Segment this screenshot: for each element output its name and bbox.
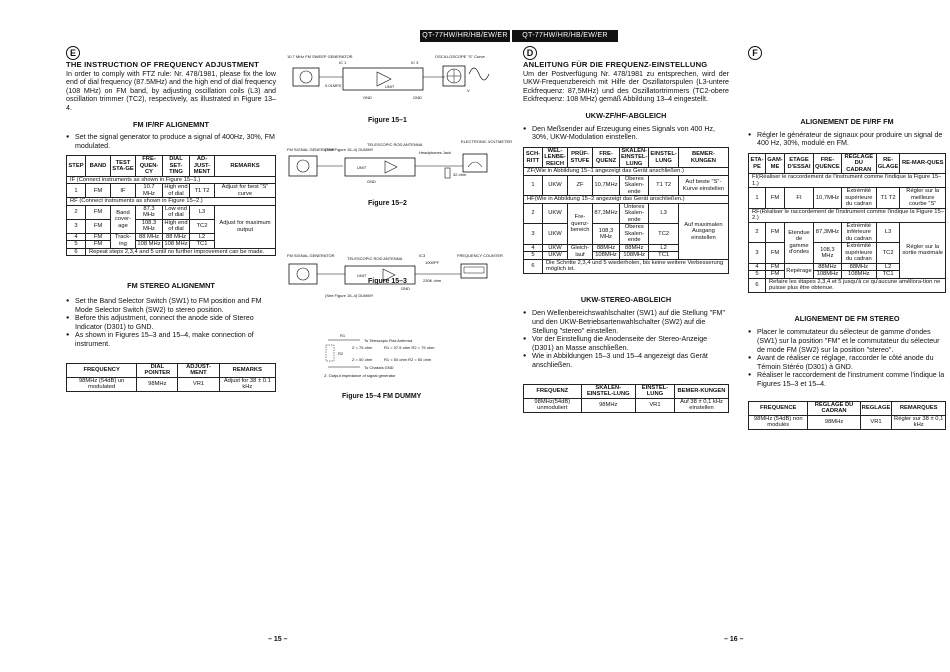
f2-gnd-label: GND xyxy=(367,179,376,184)
french-stereo-bullet: ● Avant de réaliser ce réglage, raccorder le côté anode du Témoin Stéréo (D301) à GND. xyxy=(748,354,946,371)
f3-gnd-label: GND xyxy=(401,286,410,291)
f4-output-label: Z: Output impedance of signal generator xyxy=(324,373,396,378)
figure-15-1-caption: Figure 15–1 xyxy=(368,117,407,124)
table-note: ZF(Wie in Abbildung 15–1 angezeigt das Gerät anschließen.) xyxy=(524,168,729,176)
cell-dial: Extrémité supérieure du cadran xyxy=(841,243,876,264)
cell-freq: 98MHz(54dB) unmoduliert xyxy=(524,398,582,412)
f3-unit-label: UNIT xyxy=(357,273,367,278)
table-header: BEMER-KUNGEN xyxy=(678,147,728,168)
table-row xyxy=(524,398,729,412)
f4-vals2-label: R1 = 50 ohm R2 = 50 ohm xyxy=(384,357,432,362)
table-header: SKALEN-EINSTEL-LUNG xyxy=(581,384,635,398)
figure-15-2-diagram xyxy=(285,138,513,188)
english-stereo-table xyxy=(66,363,276,392)
cell-dial: 108 MHz xyxy=(164,241,188,248)
cell-tracking: Gleich-lauf xyxy=(568,244,593,259)
cell-band: FM xyxy=(766,222,785,243)
figure-15-1-diagram xyxy=(285,52,495,112)
f2-voltmeter-box xyxy=(463,154,487,172)
cell-stage: ZF xyxy=(568,175,593,196)
table-header: FRE-QUENZ xyxy=(593,147,620,168)
table-header: REMARQUES xyxy=(892,401,946,415)
cell-band: UKW xyxy=(543,175,568,196)
cell-adjust: TC1 xyxy=(876,271,900,279)
f1-generator-dial xyxy=(300,71,312,83)
cell-dial: 88MHz xyxy=(620,244,649,252)
f1-gnd-label-2: GND xyxy=(413,95,422,100)
table-header: ADJUST-MENT xyxy=(178,363,219,377)
table-row xyxy=(524,175,729,196)
table-note: RF(Réaliser le raccordement de l'instrument comme l'indique la Figure 15–2.) xyxy=(749,208,946,222)
cell-band: UKW xyxy=(543,244,568,252)
table-header: REGLAGE DU CADRAN xyxy=(841,153,876,174)
cell-band: FM xyxy=(86,233,111,241)
f4-r1-label: R1 xyxy=(340,333,346,338)
cell-remarks: Régler sur 38 ± 0,1 kHz xyxy=(892,415,946,429)
cell-adjust: VR1 xyxy=(635,398,674,412)
figure-15-2-caption: Figure 15–2 xyxy=(368,200,407,207)
cell-dial: 88MHz xyxy=(841,263,876,271)
cell-band-coverage: Band cover-age xyxy=(111,205,136,233)
cell-band: FM xyxy=(86,219,111,233)
cell-band: UKW xyxy=(543,203,568,224)
cell-freq: 88MHz xyxy=(814,263,842,271)
table-header: STEP xyxy=(67,156,86,177)
german-stereo-title: UKW-STEREO-ABGLEICH xyxy=(580,294,672,304)
f2-dummy-label: (See Figure 15–4) DUMMY xyxy=(325,147,374,152)
table-row xyxy=(524,203,729,224)
cell-rf-remark: Régler sur la sortie maximale xyxy=(900,222,946,278)
cell-band: FM xyxy=(86,241,111,249)
french-stereo-bullet: ● Placer le commutateur du sélecteur de gamme d'ondes (SW1) sur la position "FM" et le commutateur du sélecteur de mode FM (SW2) sur la position "stereo". xyxy=(748,328,946,354)
f4-z1-label: Z = 75 ohm xyxy=(352,345,373,350)
cell-dial: High end of dial xyxy=(164,184,188,197)
cell-step6-text: Die Schritte 2,3,4 und 5 wiederholen, bis keine weitere Verbesserung möglich ist. xyxy=(543,259,729,273)
cell-band: FM xyxy=(766,263,785,271)
table-header: FREQUENCY xyxy=(67,363,137,377)
english-stereo-title: FM STEREO ALIGNEMNT xyxy=(127,281,215,291)
cell-dial: 88 MHz xyxy=(163,233,190,241)
table-header: FREQUENZ xyxy=(524,384,582,398)
figure-15-4-caption: Figure 15–4 FM DUMMY xyxy=(342,393,422,400)
f2-generator-label: FM SIGNAL GENERATOR xyxy=(287,147,335,152)
table-header: REGLAGE DU CADRAN xyxy=(808,401,860,415)
f4-z2-label: Z = 50 ohm xyxy=(352,357,373,362)
f2-load-label: 32 ohm xyxy=(453,172,467,177)
cell-freq: 108MHz xyxy=(593,252,620,260)
cell-step: 2 xyxy=(524,203,543,224)
cell-remarks: Régler sur la meilleure courbe "S" xyxy=(900,188,946,209)
cell-tracking: Repérage xyxy=(785,263,814,278)
table-header: ETA-PE xyxy=(749,153,766,174)
cell-step: 5 xyxy=(67,241,86,249)
f3-res-label: 230K ohm xyxy=(423,278,442,283)
english-stereo-bullet: ● Before this adjustment, connect the anode side of Stereo Indicator (D301) to GND. xyxy=(66,314,276,331)
cell-freq: 10,7MHz xyxy=(814,188,842,209)
english-title: THE INSTRUCTION OF FREQUENCY ADJUSTMENT xyxy=(66,60,260,69)
cell-freq: 88MHz xyxy=(593,244,620,252)
table-row xyxy=(749,278,946,292)
cell-adjust: TC2 xyxy=(649,224,678,245)
f3-antenna-label: TELESCOPIC ROD ANTENNA xyxy=(347,256,403,261)
cell-adjust: L3 xyxy=(190,205,215,219)
table-header: SKALEN-EINSTEL-LUNG xyxy=(621,147,648,167)
table-row xyxy=(749,188,946,209)
table-row xyxy=(67,184,276,198)
english-if-rf-table xyxy=(66,155,276,256)
table-header: EINSTEL-LUNG xyxy=(635,384,674,398)
cell-remarks: Auf 38 ± 0,1 kHz einstellen xyxy=(675,398,729,412)
english-stereo-bullet: ● Set the Band Selector Switch (SW1) to FM position and FM Mode Selector Switch (SW2) to stereo position. xyxy=(66,297,276,314)
f4-chassis-label: To Chassis GND xyxy=(364,365,394,370)
figure-15-2 xyxy=(285,138,513,188)
cell-step6-text: Refaire les étapes 2,3,4 et 5 jusqu'à ce qu'aucune améliora-tion ne puisse plus être obtenue. xyxy=(766,278,946,292)
cell-step: 5 xyxy=(524,252,543,260)
figure-15-3-caption: Figure 15–3 xyxy=(368,278,407,285)
cell-step: 4 xyxy=(67,233,86,241)
cell-freq: 10.7 MHz xyxy=(136,184,163,198)
cell-adjust: VR1 xyxy=(860,415,892,429)
cell-adjust: L2 xyxy=(190,233,215,241)
figure-15-4 xyxy=(320,333,440,385)
cell-adjust: T1 T2 xyxy=(190,184,215,198)
cell-step: 2 xyxy=(749,222,766,243)
table-header: SCH-RITT xyxy=(524,147,543,168)
f2-antenna-label: TELESCOPIC ROD ANTENNA xyxy=(367,142,423,147)
cell-freq: 87,3MHz xyxy=(593,203,620,224)
f4-r2-label: R2 xyxy=(338,351,344,356)
f2-jack-label: Headphones Jack xyxy=(419,150,452,155)
cell-dial: Unteres Skalen-ende xyxy=(620,203,649,224)
cell-dial: 98MHz xyxy=(808,415,860,429)
f2-generator-box xyxy=(289,156,317,176)
cell-freq: 87,3MHz xyxy=(814,222,842,243)
cell-dial: Low end of dial xyxy=(163,205,190,219)
cell-adjust: L2 xyxy=(649,244,678,252)
english-intro: In order to comply with FTZ rule: Nr. 478/1981, please fix the low end of dial frequency (87.5MHz) and the high end of dial frequency (108 MHz) on FM band, by adjusting oscillation coils (L3) and oscillation trimmer (TC2), respectively, as illustrated in Figure 13–4. xyxy=(66,69,276,112)
cell-dial: Oberes Skalen-ende xyxy=(620,175,649,196)
cell-adjust: TC1 xyxy=(649,252,678,260)
f1-scope-label: OSCILLOSCOPE "S" Curve xyxy=(435,54,485,59)
table-header: PRÜF-STUFE xyxy=(568,147,593,168)
cell-band: FM xyxy=(86,184,111,198)
cell-step: 3 xyxy=(524,224,543,245)
cell-rf-remark: Auf maximalen Ausgang einstellen xyxy=(678,203,728,259)
table-row xyxy=(67,377,276,391)
cell-band-coverage: Etendue de gamme d'ondes xyxy=(785,222,814,263)
table-row xyxy=(524,259,729,273)
table-header: REMARKS xyxy=(215,156,276,177)
section-mark-french: F xyxy=(748,46,762,60)
cell-remarks: Adjust for best "S" curve xyxy=(215,184,276,198)
figure-15-1 xyxy=(285,52,495,112)
f4-generator-box xyxy=(326,345,334,361)
section-mark-german: D xyxy=(523,46,537,60)
cell-step: 3 xyxy=(67,219,86,233)
table-header: REMARKS xyxy=(219,363,275,377)
german-stereo-bullet: ● Den Wellenbereichswahlschalter (SW1) auf die Stellung "FM" und den UKW-Betriebsartenwahlschalter (SW2) auf die Stellung "stereo" einstellen. xyxy=(523,309,729,335)
cell-adjust: L2 xyxy=(876,263,900,271)
french-if-title: ALIGNEMENT DE FI/RF FM xyxy=(800,117,894,126)
table-row xyxy=(67,248,276,256)
f3-counter-label: FREQUENCY COUNTER xyxy=(457,253,503,258)
cell-step: 6 xyxy=(67,248,86,256)
cell-adjust: T1 T2 xyxy=(876,188,900,209)
f1-gnd-label-1: GND xyxy=(363,95,372,100)
french-if-rf-table xyxy=(748,153,946,293)
f2-load-resistor xyxy=(445,168,450,178)
figure-15-4-diagram xyxy=(320,333,440,385)
german-if-title: UKW-ZF/HF-ABGLEICH xyxy=(585,110,667,120)
cell-freq: 108,3 MHz xyxy=(814,243,842,264)
f2-meter-label: ELECTRONIC VOLTMETER xyxy=(461,139,513,144)
cell-freq: 108,3 MHz xyxy=(593,224,620,245)
cell-freq: 108.3 MHz xyxy=(136,219,163,233)
cell-freq: 108 MHz xyxy=(137,241,161,248)
cell-band-coverage: Fre-quenz-bereich xyxy=(568,203,593,244)
cell-step: 1 xyxy=(749,188,766,209)
cell-freq: 98MHz (54dB) un modulated xyxy=(67,377,137,391)
f1-s-curve xyxy=(469,68,489,80)
french-stereo-bullet: ● Réaliser le raccordement de l'instrument comme l'indique la Figures 15–3 et 15–4. xyxy=(748,371,946,388)
cell-stage: FI xyxy=(785,188,814,209)
cell-rf-remark: Adjust for maximum output xyxy=(215,205,276,248)
f3-ic3-label: IC3 xyxy=(419,253,426,258)
cell-band: UKW xyxy=(543,224,568,245)
cell-freq: 98MHz (54dB) non modulés xyxy=(749,415,808,429)
table-header: GAM-ME xyxy=(766,153,785,174)
cell-freq: 88 MHz xyxy=(136,233,163,241)
table-header: DIAL SET-TING xyxy=(163,156,190,177)
german-stereo-bullet: ● Wie in Abbildungen 15–3 und 15–4 angezeigt das Gerät anschließen. xyxy=(523,352,729,369)
cell-tracking: Track-ing xyxy=(111,233,136,248)
table-row xyxy=(67,205,276,219)
f3-generator-box xyxy=(289,264,317,284)
page-number-left: – 15 – xyxy=(268,636,288,643)
f2-unit-label: UNIT xyxy=(357,165,367,170)
cell-dial: 108MHz xyxy=(620,252,649,260)
table-header: FRE-QUEN-CY xyxy=(136,156,163,177)
cell-step: 6 xyxy=(749,278,766,292)
f4-antenna-label: To Telescopic Rod Antenna xyxy=(364,338,413,343)
cell-remarks: Adjust for 38 ± 0.1 kHz xyxy=(219,377,275,391)
header-bar-right xyxy=(512,30,618,42)
f3-cap-label: 1000PF xyxy=(425,260,440,265)
table-note: HF(Wie in Abbildung 15–2 angezeigt das Gerät anschließen.) xyxy=(524,196,729,204)
cell-dial: Oberes Skalen-ende xyxy=(620,224,649,245)
english-fm-if-title: FM IF/RF ALIGNEMNT xyxy=(133,119,209,129)
cell-dial: 108MHz xyxy=(841,271,876,279)
table-header: FREQUENCE xyxy=(749,401,808,415)
table-header: DIAL POINTER xyxy=(137,363,178,377)
cell-step: 6 xyxy=(524,259,543,273)
english-stereo-bullet: ● As shown in Figures 15–3 and 15–4, make connection of instrument. xyxy=(66,331,276,348)
german-if-rf-table xyxy=(523,147,729,274)
table-note: RF (Connect instruments as shown in Figure 15–2.) xyxy=(67,198,276,206)
cell-step: 4 xyxy=(749,263,766,271)
cell-freq: 87.3 MHz xyxy=(136,205,163,219)
f1-generator-box xyxy=(293,68,319,86)
table-header: TEST STA-GE xyxy=(111,156,136,177)
cell-step: 2 xyxy=(67,205,86,219)
f1-generator-label: 10.7 MHz FM SWEEP GENERATOR xyxy=(287,54,353,59)
table-header: BAND xyxy=(86,156,111,177)
cell-adjust: TC2 xyxy=(190,219,215,233)
cell-band: FM xyxy=(86,205,111,219)
table-header: REGLAGE xyxy=(860,401,892,415)
cell-step: 1 xyxy=(67,184,86,198)
cell-dial: High end of dial xyxy=(164,219,188,233)
table-header: FRE-QUENCE xyxy=(814,153,842,174)
cell-step: 1 xyxy=(524,175,543,196)
french-column xyxy=(748,118,946,430)
table-header: BEMER-KUNGEN xyxy=(675,384,729,398)
table-header: WEL-LENBE-REICH xyxy=(544,147,566,167)
table-header: EINSTEL-LUNG xyxy=(649,147,678,168)
f1-unit-label: UNIT xyxy=(385,84,395,89)
cell-band: FM xyxy=(766,188,785,209)
cell-band: UKW xyxy=(543,252,568,260)
cell-step: 4 xyxy=(524,244,543,252)
german-if-bullet: ● Den Meßsender auf Erzeugung eines Signals von 400 Hz, 30%, UKW-Modulation einstellen. xyxy=(523,125,729,142)
german-stereo-bullet: ● Vor der Einstellung die Anodenseite der Stereo-Anzeige (D301) an Masse anschließen. xyxy=(523,335,729,352)
cell-band: FM xyxy=(766,271,785,279)
cell-stage: IF xyxy=(111,184,136,198)
cell-adjust: L3 xyxy=(876,222,900,243)
cell-step: 3 xyxy=(749,243,766,264)
f1-cap-label: 0.01MFD xyxy=(325,83,342,88)
cell-adjust: TC1 xyxy=(190,241,215,249)
cell-step: 5 xyxy=(749,271,766,279)
german-stereo-table xyxy=(523,384,729,413)
cell-adjust: T1 T2 xyxy=(649,175,678,196)
f1-ic1-label: IC 1 xyxy=(339,60,347,65)
table-note: FI(Réaliser le raccordement de l'instrument comme l'indique la Figure 15–1.) xyxy=(749,174,946,188)
table-header: AD-JUST-MENT xyxy=(190,156,215,177)
f1-ic3-label: IC 3 xyxy=(411,60,419,65)
cell-dial: Extrémité inférieure du cadran xyxy=(841,222,876,243)
f3-counter-box xyxy=(461,264,487,278)
table-note: IF (Connect instruments as shown in Figure 15–1.) xyxy=(67,176,276,184)
english-fm-if-bullet: ● Set the signal generator to produce a signal of 400Hz, 30%, FM modulated. xyxy=(66,133,276,150)
french-stereo-table xyxy=(748,401,946,430)
table-row xyxy=(749,222,946,243)
model-label-right: QT-77HW/HR/HB/EW/ER xyxy=(522,32,608,39)
cell-dial: 98MHz xyxy=(581,398,635,412)
cell-step6-text: Repeat steps 2,3,4 and 5 until no further improvement can be made. xyxy=(86,248,276,256)
cell-freq: 10,7MHz xyxy=(593,175,620,196)
cell-band: FM xyxy=(766,243,785,264)
table-header: RE-GLAGE xyxy=(876,153,900,174)
cell-dial: Extrémité supérieure du cadran xyxy=(841,188,876,209)
header-bar-left xyxy=(420,30,510,42)
cell-freq: 108MHz xyxy=(814,271,842,279)
f3-generator-label: FM SIGNAL GENERATOR xyxy=(287,253,335,258)
cell-dial: 98MHz xyxy=(137,377,178,391)
cell-adjust: TC2 xyxy=(876,243,900,264)
german-intro: Um der Postverfügung Nr. 478/1981 zu entsprechen, wird der UKW-Frequenzbereich mit Hilfe der Oszillatorspulen (L3-untere Eckfrequenz: 87,5MHz) und des Oszillatortrimmers (TC2-obere Eckfrequenz: 108 MHz) gemäß Abbildung 13–4 eingestellt. xyxy=(523,69,729,104)
section-mark-english: E xyxy=(66,46,80,60)
cell-remarks: Auf beste "S"-Kurve einstellen xyxy=(678,175,728,196)
table-row xyxy=(749,415,946,429)
german-title: ANLEITUNG FÜR DIE FREQUENZ-EINSTELLUNG xyxy=(523,60,708,69)
german-column xyxy=(523,61,729,413)
f2-unit-box xyxy=(345,158,415,176)
f1-unit-box xyxy=(343,68,423,90)
f1-v-label: V xyxy=(467,88,470,93)
f3-dummy-label: (See Figure 15–4) DUMMY xyxy=(325,293,374,298)
model-label-left: QT-77HW/HR/HB/EW/ER xyxy=(422,32,508,39)
french-stereo-title: ALIGNEMENT DE FM STEREO xyxy=(794,313,900,323)
english-column xyxy=(66,61,276,392)
cell-adjust: L3 xyxy=(649,203,678,224)
page-number-right: – 16 – xyxy=(724,636,744,643)
french-if-bullet: ● Régler le générateur de signaux pour produire un signal de 400 Hz, 30%, modulé en FM. xyxy=(748,131,946,148)
f4-vals1-label: R1 = 37.5 ohm R2 = 75 ohm xyxy=(384,345,435,350)
table-header: ETAGE D'ESSAI xyxy=(785,153,814,174)
table-header: RE-MAR-QUES xyxy=(900,153,946,174)
cell-adjust: VR1 xyxy=(178,377,219,391)
